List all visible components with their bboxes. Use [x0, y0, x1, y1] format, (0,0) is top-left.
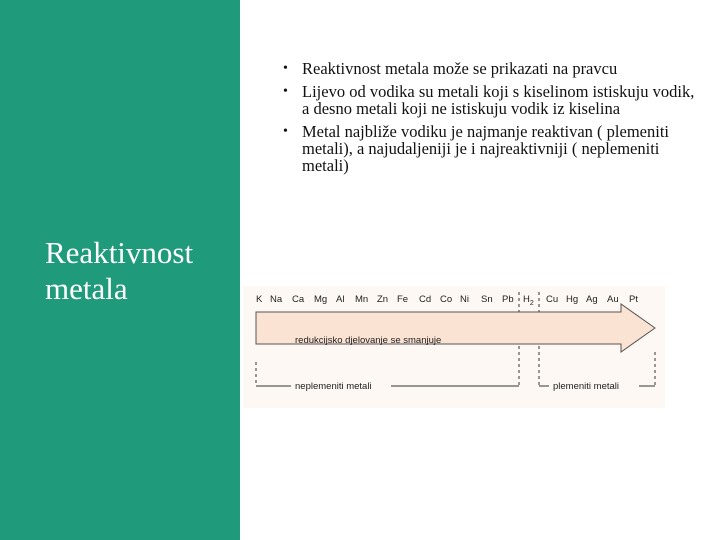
left-group-label: neplemeniti metali — [295, 381, 372, 392]
metal-symbol-k: K — [256, 294, 263, 305]
metal-symbol-mn: Mn — [355, 294, 369, 305]
metal-symbol-pb: Pb — [502, 294, 514, 305]
metal-symbol-cd: Cd — [419, 294, 432, 305]
metal-symbol-hg: Hg — [566, 294, 579, 305]
bullet-item — [283, 83, 703, 117]
reactivity-series-figure — [243, 286, 665, 408]
metal-symbol-ag: Ag — [586, 294, 598, 305]
metal-symbol-cu: Cu — [546, 294, 559, 305]
bullet-text: Metal najbliže vodiku je najmanje reaktivan ( plemeniti metali), a najudaljeniji je i najreaktivniji ( neplemeniti metali) — [302, 122, 669, 175]
metal-symbol-ca: Ca — [292, 294, 305, 305]
reactivity-series-diagram — [243, 286, 665, 408]
right-group-label: plemeniti metali — [553, 381, 619, 392]
metal-symbol-mg: Mg — [314, 294, 328, 305]
slide-title: Reaktivnost metala — [45, 235, 194, 306]
arrow-label: redukcijsko djelovanje se smanjuje — [295, 335, 442, 346]
metal-symbol-na: Na — [270, 294, 283, 305]
bullet-item — [283, 60, 703, 77]
metal-symbol-h2: $H_2$ — [523, 294, 534, 307]
bullet-text: Lijevo od vodika su metali koji s kiselinom istiskuju vodik, a desno metali koji ne istiskuju vodik iz kiselina — [302, 82, 695, 118]
bullet-dot-icon: • — [283, 84, 288, 99]
bullet-item — [283, 123, 703, 174]
bullet-list — [283, 60, 703, 180]
metal-symbol-ni: Ni — [460, 294, 469, 305]
bullet-dot-icon: • — [283, 61, 288, 76]
metal-symbol-fe: Fe — [397, 294, 409, 305]
bullet-dot-icon: • — [283, 124, 288, 139]
bullet-text: Reaktivnost metala može se prikazati na pravcu — [302, 59, 618, 78]
title-sidebar — [0, 0, 240, 540]
metal-symbol-sn: Sn — [481, 294, 493, 305]
metal-symbol-co: Co — [440, 294, 453, 305]
metal-symbol-pt: Pt — [629, 294, 638, 305]
metal-symbol-al: Al — [336, 294, 345, 305]
metal-symbol-au: Au — [607, 294, 619, 305]
metal-symbol-zn: Zn — [377, 294, 389, 305]
